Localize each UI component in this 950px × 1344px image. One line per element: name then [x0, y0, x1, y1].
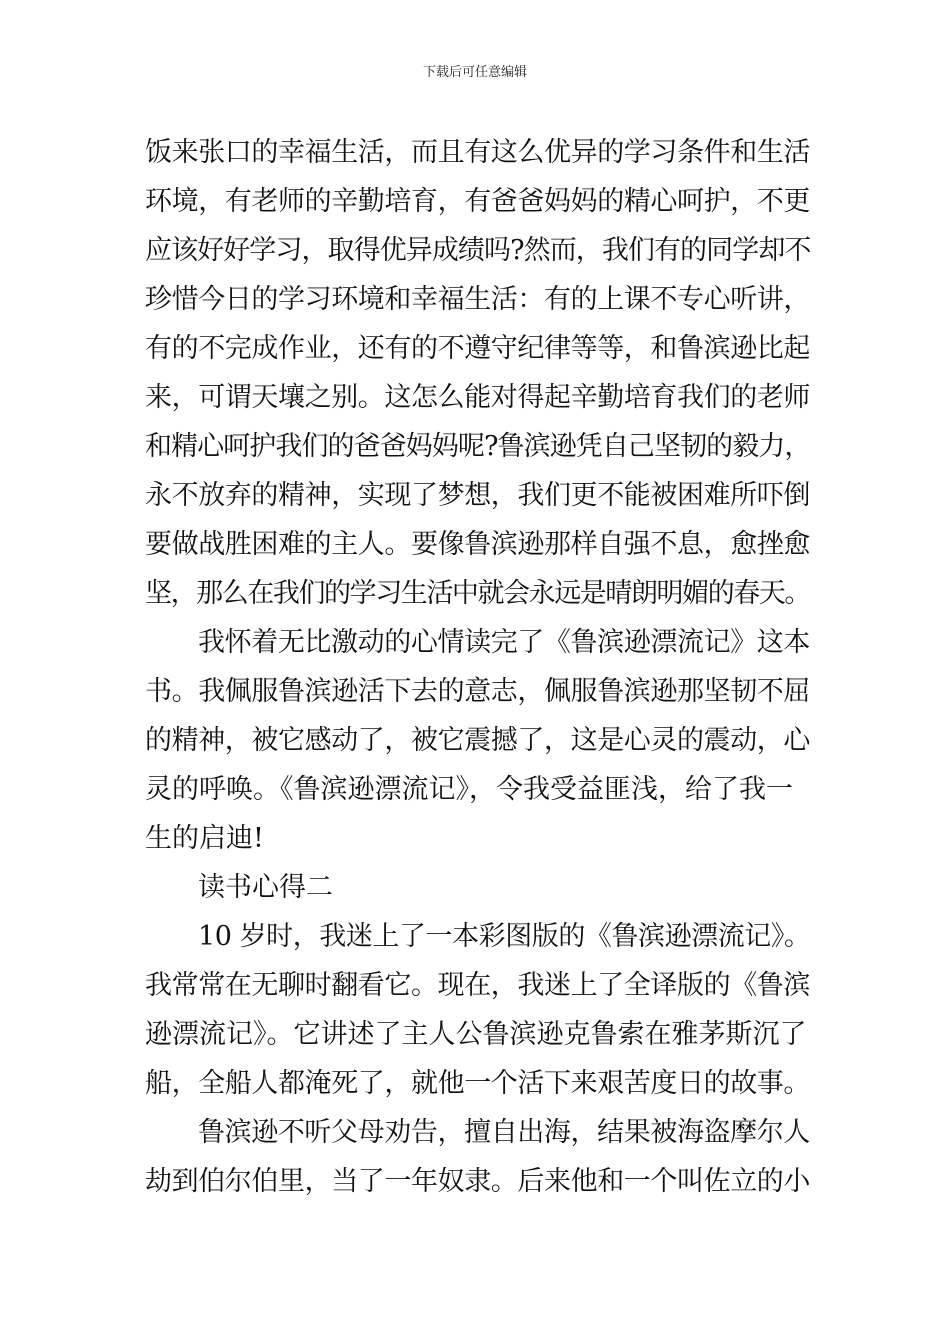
text-line: 鲁滨逊不听父母劝告，擅自出海，结果被海盗摩尔人 — [198, 1117, 810, 1148]
text-line: 来，可谓天壤之别。这怎么能对得起辛勤培育我们的老师 — [145, 382, 810, 413]
text-line: 永不放弃的精神，实现了梦想，我们更不能被困难所吓倒 — [145, 480, 810, 511]
text-line: 生的启迪! — [145, 823, 264, 854]
text-line: 劫到伯尔伯里，当了一年奴隶。后来他和一个叫佐立的小 — [145, 1166, 810, 1197]
text-line: 我常常在无聊时翻看它。现在，我迷上了全译版的《鲁滨 — [145, 970, 810, 1001]
text-line: 要做战胜困难的主人。要像鲁滨逊那样自强不息，愈挫愈 — [145, 529, 810, 560]
page-header: 下载后可任意编辑 — [422, 65, 527, 80]
text-line: 读书心得二 — [198, 872, 333, 903]
text-line: 应该好好学习，取得优异成绩吗?然而，我们有的同学却不 — [145, 235, 810, 266]
text-line: 的精神，被它感动了，被它震撼了，这是心灵的震动，心 — [145, 725, 810, 756]
text-line: 10 岁时，我迷上了一本彩图版的《鲁滨逊漂流记》。 — [198, 921, 810, 952]
text-line: 船，全船人都淹死了，就他一个活下来艰苦度日的故事。 — [145, 1068, 810, 1099]
text-line: 饭来张口的幸福生活，而且有这么优异的学习条件和生活 — [145, 137, 810, 168]
document-body — [145, 128, 810, 1206]
text-line: 环境，有老师的辛勤培育，有爸爸妈妈的精心呵护，不更 — [145, 186, 810, 217]
text-line: 灵的呼唤。《鲁滨逊漂流记》，令我受益匪浅，给了我一 — [145, 774, 793, 805]
text-line: 坚，那么在我们的学习生活中就会永远是晴朗明媚的春天。 — [145, 578, 810, 609]
text-line: 我怀着无比激动的心情读完了《鲁滨逊漂流记》这本 — [198, 627, 810, 658]
text-line: 有的不完成作业，还有的不遵守纪律等等，和鲁滨逊比起 — [145, 333, 810, 364]
text-line: 书。我佩服鲁滨逊活下去的意志，佩服鲁滨逊那坚韧不屈 — [145, 676, 810, 707]
text-line: 逊漂流记》。它讲述了主人公鲁滨逊克鲁索在雅茅斯沉了 — [145, 1019, 807, 1050]
text-line: 和精心呵护我们的爸爸妈妈呢?鲁滨逊凭自己坚韧的毅力， — [145, 431, 810, 462]
text-line: 珍惜今日的学习环境和幸福生活：有的上课不专心听讲， — [145, 284, 810, 315]
